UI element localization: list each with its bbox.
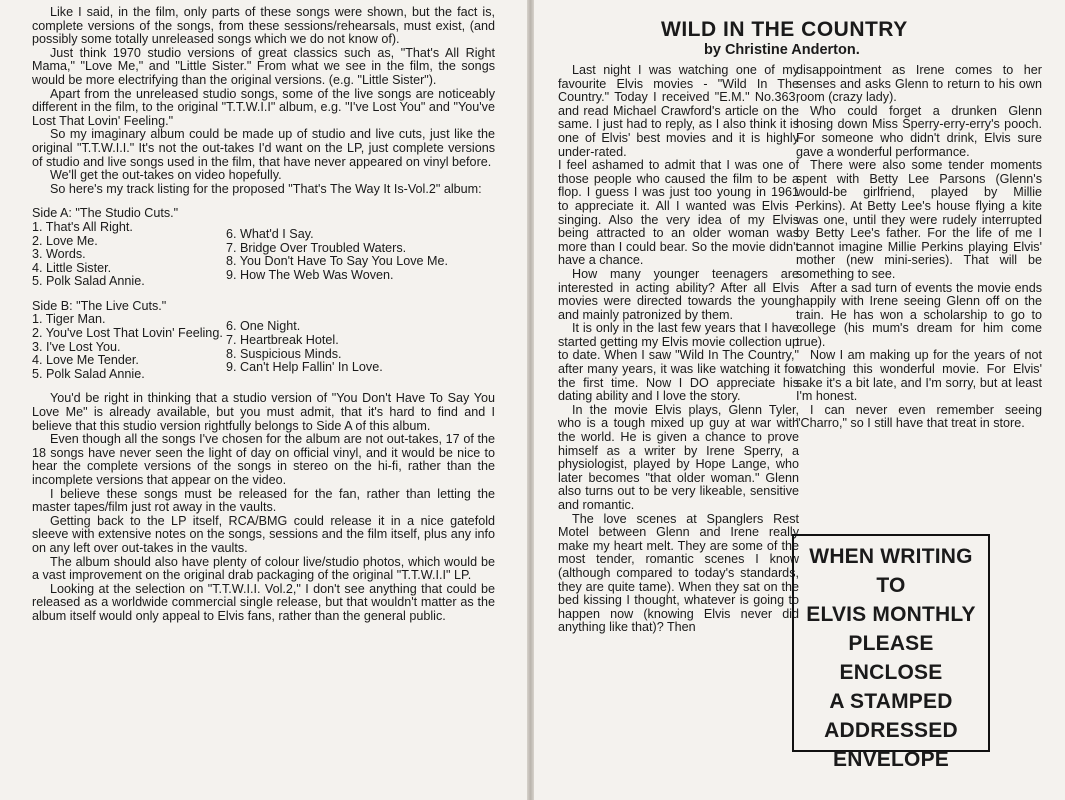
track-item: 9. Can't Help Fallin' In Love. (226, 360, 383, 375)
paragraph: I can never even remember seeing "Charro," so I still have that treat in store. (796, 402, 1042, 431)
track-item: 6. One Night. (226, 319, 301, 334)
track-item: 9. How The Web Was Woven. (226, 267, 394, 282)
paragraph: Apart from the unreleased studio songs, some of the live songs are noticeably different in the film, to the original "T.T.W.I.I" album, e.g. "I've Lost You" and "You've Lost That Lovin' Feeling." (32, 86, 495, 128)
paragraph: So my imaginary album could be made up of studio and live cuts, just like the original "T.T.W.I.I." It's not the out-takes I'd want on the LP, just complete versions of studio and live songs used in the film, that have never appeared on vinyl before. (32, 127, 495, 169)
notice-line: ENVELOPE (833, 748, 949, 771)
paragraph: We'll get the out-takes on video hopefully. (50, 168, 282, 183)
right-page (534, 0, 1065, 800)
track-item: 8. You Don't Have To Say You Love Me. (226, 254, 449, 269)
track-item: 5. Polk Salad Annie. (32, 274, 145, 289)
article-column-1 (558, 64, 799, 635)
article-column-2 (796, 64, 1042, 431)
paragraph: The love scenes at Spanglers Rest Motel between Glenn and Irene really make my heart melt. They are some of the most tender, romantic scenes I know (although compared to today's standards, they are quite tame). When they sat on the bed kissing I thought, whatever is going to happen now (knowing Elvis never did anything like that)? Then (558, 511, 799, 635)
track-item: 7. Heartbreak Hotel. (226, 333, 339, 348)
paragraph: I feel ashamed to admit that I was one of those people who caused the film to be a flop. I guess I was just too young in 1961 to appreciate it. All I wanted was Elvis - singing. Also the very idea of my Elvis being attracted to an older woman was more than I could bear. So the movie didn't have a chance. (558, 158, 799, 268)
paragraph: disappointment as Irene comes to her senses and asks Glenn to return to his own room (crazy lady). (796, 63, 1042, 105)
side-b-heading: Side B: "The Live Cuts." (32, 298, 167, 313)
notice-line: ELVIS MONTHLY (806, 603, 976, 626)
paragraph: Now I am making up for the years of not watching this wonderful movie. For Elvis' sake it's a bit late, and I'm sorry, but at least I'm honest. (796, 348, 1042, 404)
track-item: 4. Little Sister. (32, 260, 112, 275)
paragraph: How many younger teenagers are interested in acting ability? After all Elvis movies were directed towards the young, and mainly patronized by them. (558, 266, 799, 322)
notice-line: A STAMPED (829, 690, 953, 713)
page-gutter (527, 0, 534, 800)
track-item: 8. Suspicious Minds. (226, 346, 342, 361)
paragraph: So here's my track listing for the proposed "That's The Way It Is-Vol.2" album: (50, 181, 482, 196)
left-page (0, 0, 527, 800)
track-item: 7. Bridge Over Troubled Waters. (226, 240, 407, 255)
paragraph: There were also some tender moments spent with Betty Lee Parsons (Glenn's would-be girlfriend, played by Millie Perkins). At Betty Lee's house flying a kite was one, until they were rudely interrupted by Betty Lee's father. For the life of me I cannot imagine Millie Perkins playing Elvis' mother (new mini-series). That will be something to see. (796, 158, 1042, 281)
track-item: 1. Tiger Man. (32, 312, 106, 327)
track-item: 5. Polk Salad Annie. (32, 366, 145, 381)
paragraph: Just think 1970 studio versions of great classics such as, "That's All Right Mama," "Love Me," and "Little Sister." From what we see in the film, the songs would be more electrifying than the original versions. (e.g. "Little Sister"). (32, 45, 495, 87)
paragraph: Like I said, in the film, only parts of these songs were shown, but the fact is, complete versions of the songs, from these sessions/rehearsals, must exist, (and possibly some totally unreleased songs which we do not know of). (32, 5, 495, 47)
track-item: 6. What'd I Say. (226, 226, 314, 241)
notice-line: WHEN WRITING (809, 545, 973, 568)
stamped-envelope-notice (792, 534, 990, 771)
article-title: WILD IN THE COUNTRY (661, 18, 908, 41)
article-byline: by Christine Anderton. (704, 42, 860, 58)
track-item: 1. That's All Right. (32, 219, 133, 234)
side-a-heading: Side A: "The Studio Cuts." (32, 206, 179, 221)
side-b-track-list (32, 313, 495, 381)
paragraph: Even though all the songs I've chosen for the album are not out-takes, 17 of the 18 songs have never seen the light of day on official vinyl, and it would be nice to hear the complete versions of the songs in stereo on the hi-fi, rather than the incomplete versions that appear on the video. (32, 432, 495, 487)
paragraph: Looking at the selection on "T.T.W.I.I. Vol.2," I don't see anything that could be released as a worldwide commercial single release, but that wouldn't matter as the album itself would only appeal to Elvis fans, rather than the general public. (32, 581, 495, 623)
track-item: 4. Love Me Tender. (32, 353, 139, 368)
side-a-track-list (32, 221, 495, 289)
paragraph: Who could forget a drunken Glenn hosing down Miss Sperry-erry-erry's pooch. For someone who didn't drink, Elvis sure gave a wonderful performance. (796, 103, 1042, 159)
track-item: 2. Love Me. (32, 233, 98, 248)
paragraph: It is only in the last few years that I have started getting my Elvis movie collection up to date. When I saw "Wild In The Country," after many years, it was like watching it for the first time. Now I DO appreciate his dating ability and I love the story. (558, 321, 799, 404)
track-item: 3. I've Lost You. (32, 339, 121, 354)
notice-line: TO (876, 574, 906, 597)
paragraph: The album should also have plenty of colour live/studio photos, which would be a vast improvement on the original drab packaging of the original "T.T.W.I.I" LP. (32, 554, 495, 583)
track-item: 2. You've Lost That Lovin' Feeling. (32, 326, 223, 341)
notice-line: ADDRESSED (824, 719, 958, 742)
paragraph: I believe these songs must be released for the fan, rather than letting the master tapes/film just rot away in the vaults. (32, 486, 495, 515)
paragraph: You'd be right in thinking that a studio version of "You Don't Have To Say You Love Me" is already available, but you must admit, that it's hard to find and I believe that this studio version rightfully belongs to Side A of this album. (32, 391, 495, 433)
notice-line: PLEASE ENCLOSE (839, 632, 943, 684)
track-item: 3. Words. (32, 247, 86, 262)
left-article-body (32, 6, 495, 624)
paragraph: Last night I was watching one of my favourite Elvis movies - "Wild In The Country." Today I received "E.M." No.363, and read Michael Crawford's article on the same. I just had to reply, as I also think it is one of Elvis' best movies and it is highly under-rated. (558, 63, 799, 159)
paragraph: In the movie Elvis plays, Glenn Tyler, who is a tough mixed up guy at war with the world. He is given a chance to prove himself as a writer by Irene Sperry, a physiologist, played by Hope Lange, who later becomes "that older woman." Glenn also turns out to be very likeable, sensitive and romantic. (558, 402, 799, 512)
paragraph: After a sad turn of events the movie ends happily with Irene seeing Glenn off on the train. He has won a scholarship to go to college (his mum's dream for him come true). (796, 280, 1042, 349)
paragraph: Getting back to the LP itself, RCA/BMG could release it in a nice gatefold sleeve with extensive notes on the songs, sessions and the film itself, plus any info on any left over out-takes in the vaults. (32, 513, 495, 555)
